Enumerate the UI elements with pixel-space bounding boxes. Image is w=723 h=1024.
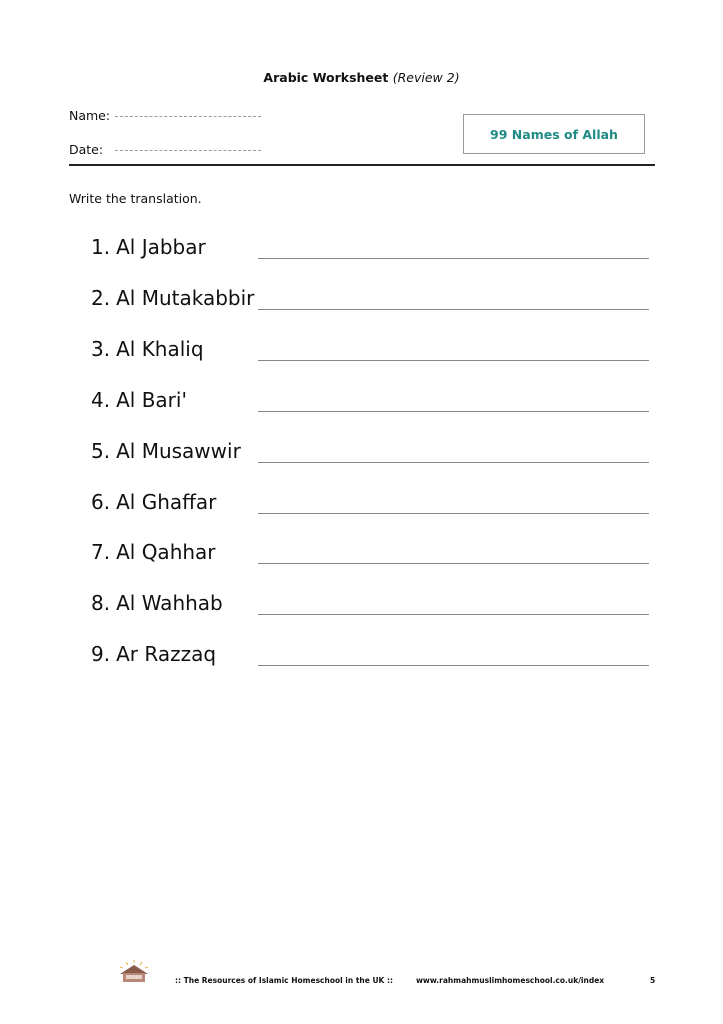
item-number: 6. — [91, 490, 111, 514]
topic-box — [463, 114, 645, 154]
worksheet-title — [0, 70, 723, 85]
item-number: 2. — [91, 286, 111, 310]
item-name: Al Qahhar — [116, 540, 216, 564]
answer-line[interactable] — [258, 411, 649, 412]
answer-line[interactable] — [258, 309, 649, 310]
answer-line[interactable] — [258, 513, 649, 514]
name-label: Name: — [69, 108, 111, 123]
date-label: Date: — [69, 142, 104, 157]
title-subtitle: (Review 2) — [392, 70, 460, 85]
item-label — [91, 385, 187, 415]
item-name: Al Jabbar — [116, 235, 206, 259]
title-text: Arabic Worksheet — [263, 70, 389, 85]
answer-line[interactable] — [258, 462, 649, 463]
answer-line[interactable] — [258, 258, 649, 259]
list-item — [91, 232, 651, 262]
topic-label: 99 Names of Allah — [490, 126, 618, 142]
item-name: Al Khaliq — [116, 337, 204, 361]
list-item — [91, 639, 651, 669]
item-number: 1. — [91, 235, 111, 259]
item-name: Al Musawwir — [116, 439, 241, 463]
answer-line[interactable] — [258, 614, 649, 615]
page-footer — [0, 974, 723, 988]
list-item — [91, 283, 651, 313]
list-item — [91, 436, 651, 466]
list-item — [91, 487, 651, 517]
item-name: Al Bari' — [116, 388, 187, 412]
list-item — [91, 588, 651, 618]
item-number: 9. — [91, 642, 111, 666]
name-field[interactable] — [115, 116, 261, 117]
answer-line[interactable] — [258, 665, 649, 666]
list-item — [91, 385, 651, 415]
item-name: Al Mutakabbir — [116, 286, 255, 310]
item-name: Al Ghaffar — [116, 490, 217, 514]
list-item — [91, 334, 651, 364]
item-number: 7. — [91, 540, 111, 564]
item-number: 8. — [91, 591, 111, 615]
page-number: 5 — [650, 976, 656, 985]
item-label — [91, 283, 254, 313]
header-divider — [69, 164, 655, 166]
item-label — [91, 232, 206, 262]
item-number: 3. — [91, 337, 111, 361]
item-number: 5. — [91, 439, 111, 463]
item-label — [91, 334, 204, 364]
answer-line[interactable] — [258, 360, 649, 361]
item-number: 4. — [91, 388, 111, 412]
item-label — [91, 588, 223, 618]
footer-url[interactable]: www.rahmahmuslimhomeschool.co.uk/index — [416, 976, 605, 985]
instruction-text: Write the translation. — [69, 191, 202, 206]
item-name: Al Wahhab — [116, 591, 223, 615]
item-label — [91, 436, 241, 466]
item-name: Ar Razzaq — [116, 642, 217, 666]
answer-line[interactable] — [258, 563, 649, 564]
item-label — [91, 537, 216, 567]
item-label — [91, 487, 216, 517]
footer-text: :: The Resources of Islamic Homeschool in the UK :: — [175, 976, 393, 985]
item-label — [91, 639, 216, 669]
list-item — [91, 537, 651, 567]
date-field[interactable] — [115, 150, 261, 151]
